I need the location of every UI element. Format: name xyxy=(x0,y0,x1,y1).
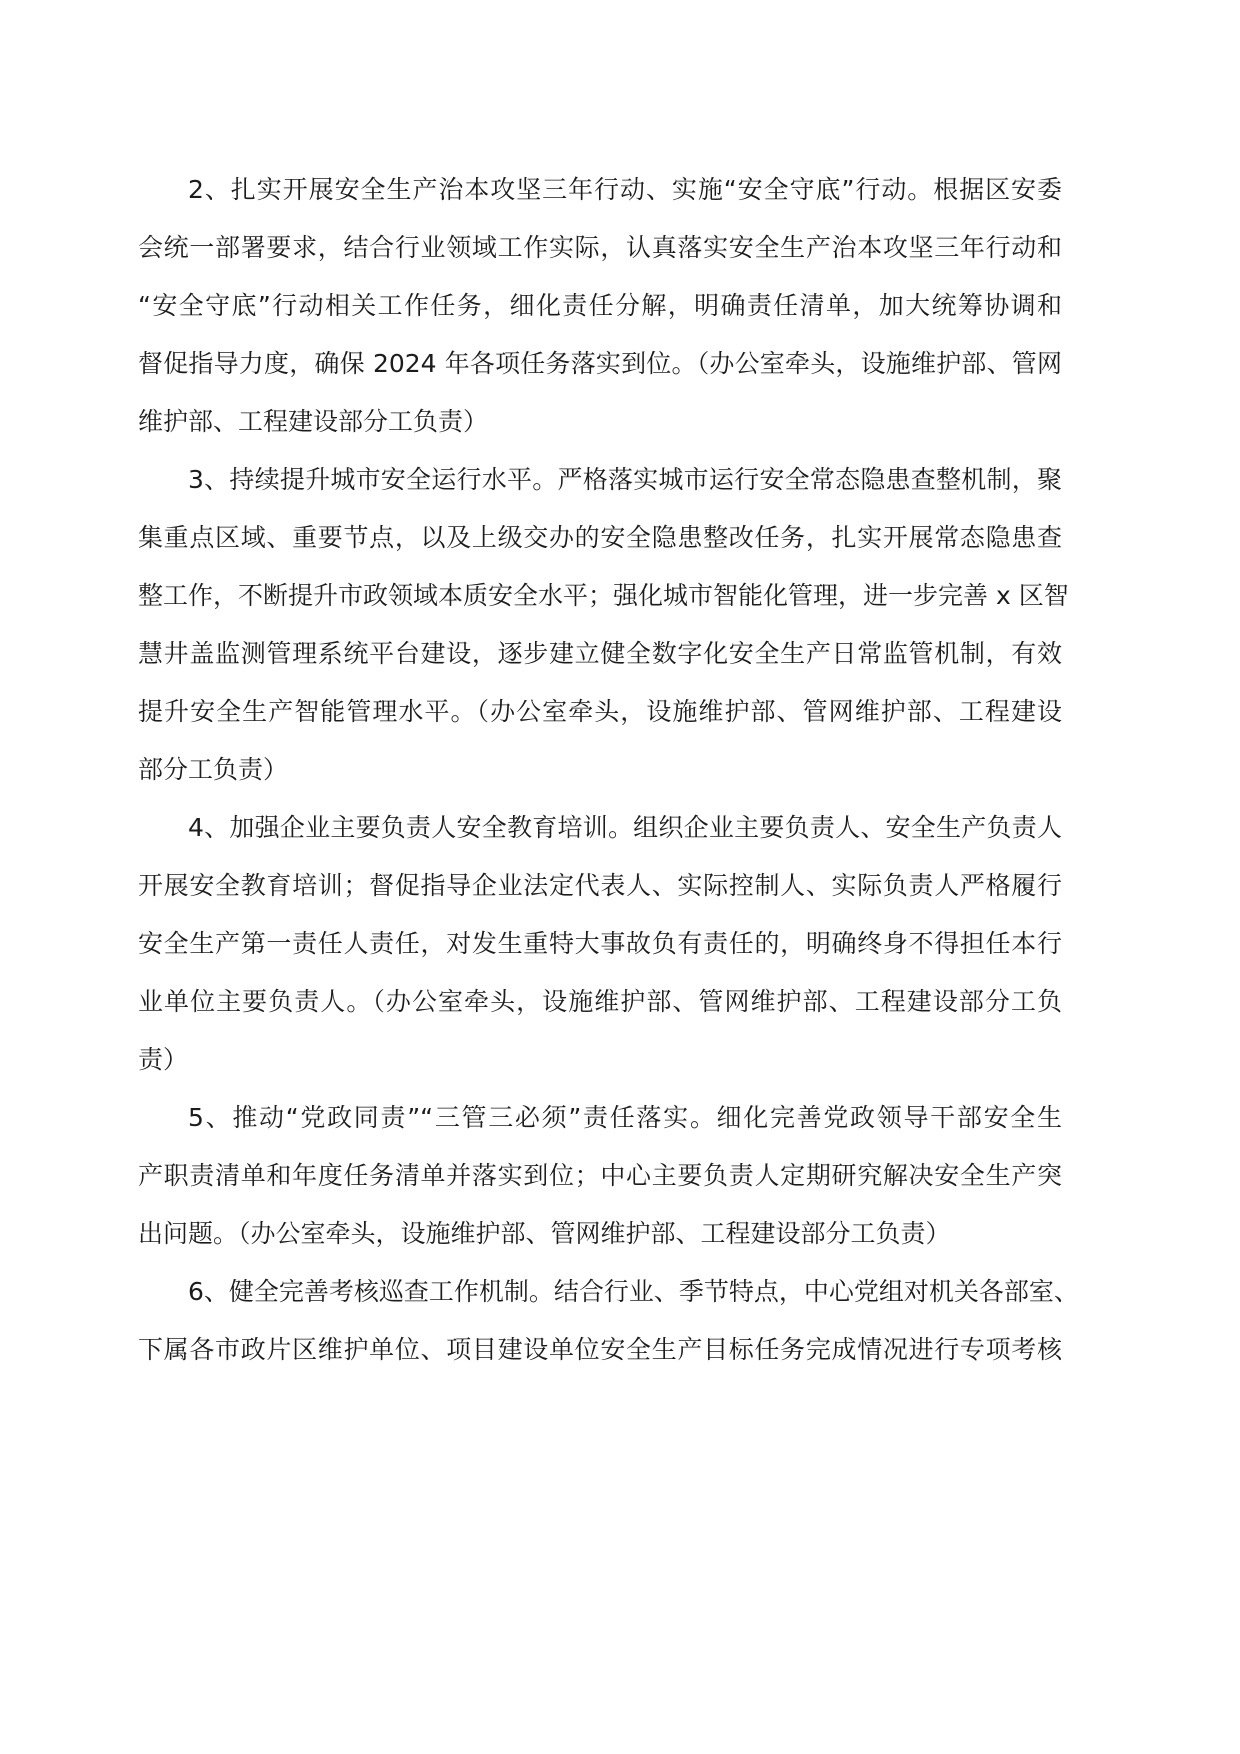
text-line: 慧井盖监测管理系统平台建设，逐步建立健全数字化安全生产日常监管机制，有效 xyxy=(138,639,1062,668)
text-line: 维护部、工程建设部分工负责） xyxy=(138,407,489,436)
text-line: 6、健全完善考核巡查工作机制。结合行业、季节特点，中心党组对机关各部室、 xyxy=(188,1277,1079,1306)
paragraph-item-3 xyxy=(138,451,1069,799)
text-line: “安全守底”行动相关工作任务，细化责任分解，明确责任清单，加大统筹协调和 xyxy=(138,291,1062,320)
paragraph-item-4 xyxy=(138,799,1062,1089)
text-line: 部分工负责） xyxy=(138,755,289,784)
text-line: 提升安全生产智能管理水平。（办公室牵头，设施维护部、管网维护部、工程建设 xyxy=(138,697,1062,726)
text-line: 开展安全教育培训；督促指导企业法定代表人、实际控制人、实际负责人严格履行 xyxy=(138,871,1062,900)
text-line: 出问题。（办公室牵头，设施维护部、管网维护部、工程建设部分工负责） xyxy=(138,1219,951,1248)
document-body xyxy=(138,161,1079,1379)
text-line: 2、扎实开展安全生产治本攻坚三年行动、实施“安全守底”行动。根据区安委 xyxy=(188,175,1062,204)
text-line: 责） xyxy=(138,1045,189,1074)
paragraph-item-2 xyxy=(138,161,1062,451)
text-line: 督促指导力度，确保 2024 年各项任务落实到位。（办公室牵头，设施维护部、管网 xyxy=(138,349,1062,378)
text-line: 4、加强企业主要负责人安全教育培训。组织企业主要负责人、安全生产负责人 xyxy=(188,813,1062,842)
paragraph-item-6 xyxy=(138,1263,1079,1379)
text-line: 集重点区域、重要节点，以及上级交办的安全隐患整改任务，扎实开展常态隐患查 xyxy=(138,523,1062,552)
text-line: 下属各市政片区维护单位、项目建设单位安全生产目标任务完成情况进行专项考核 xyxy=(138,1335,1062,1364)
text-line: 3、持续提升城市安全运行水平。严格落实城市运行安全常态隐患查整机制，聚 xyxy=(188,465,1062,494)
text-line: 业单位主要负责人。（办公室牵头，设施维护部、管网维护部、工程建设部分工负 xyxy=(138,987,1062,1016)
text-line: 整工作，不断提升市政领域本质安全水平；强化城市智能化管理，进一步完善 x 区智 xyxy=(138,581,1069,610)
paragraph-item-5 xyxy=(138,1089,1062,1263)
text-line: 5、推动“党政同责”“三管三必须”责任落实。细化完善党政领导干部安全生 xyxy=(188,1103,1062,1132)
text-line: 安全生产第一责任人责任，对发生重特大事故负有责任的，明确终身不得担任本行 xyxy=(138,929,1062,958)
text-line: 会统一部署要求，结合行业领域工作实际，认真落实安全生产治本攻坚三年行动和 xyxy=(138,233,1062,262)
text-line: 产职责清单和年度任务清单并落实到位；中心主要负责人定期研究解决安全生产突 xyxy=(138,1161,1062,1190)
